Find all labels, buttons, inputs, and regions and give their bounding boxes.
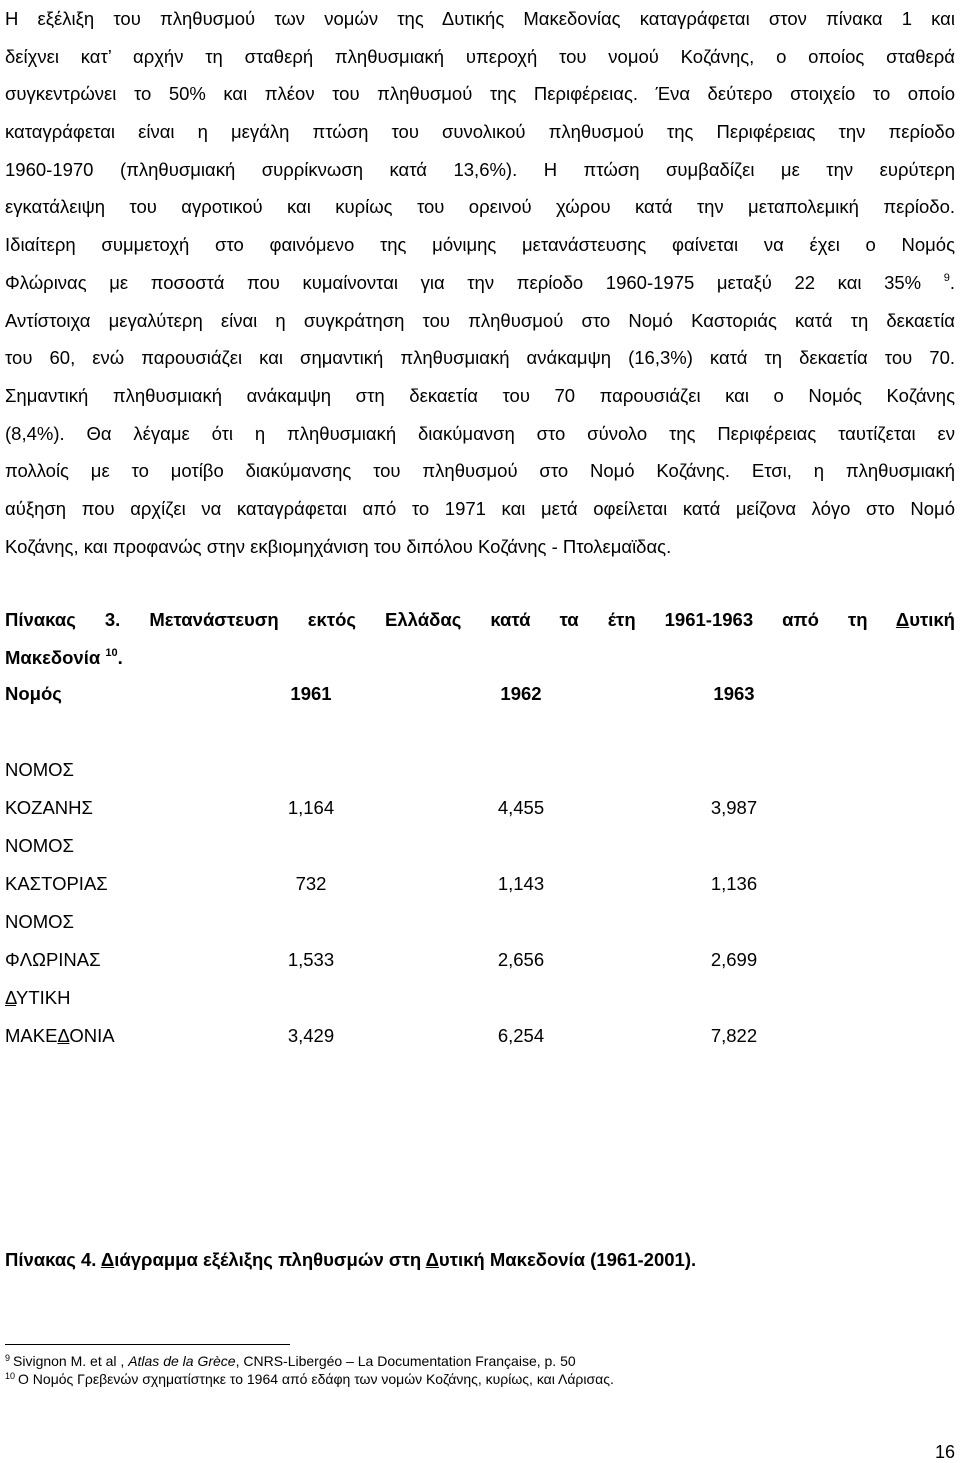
header-1961: 1961 xyxy=(290,683,332,704)
cell-kozani-1961: 1,164 xyxy=(287,797,335,818)
footnote-9: $^9$ Sivignon M. et al , Atlas de la Grèce, CNRS-Libergéo – La Documentation Française, p. 50 xyxy=(5,1353,576,1369)
row-label-line2: ΜΑΚΕΔΟΝΙΑ xyxy=(5,1025,115,1046)
period: . xyxy=(949,271,955,293)
row-label-line1: ΝΟΜΟΣ xyxy=(5,759,74,780)
page-number: 16 xyxy=(934,1442,955,1462)
cell-total-1962: 6,254 xyxy=(497,1025,545,1046)
paragraph-line: καταγράφεται είναι η μεγάλη πτώση του συνολικού πληθυσμού της Περιφέρειας την περίοδο xyxy=(5,121,955,143)
paragraph-line: δείχνει κατ’ αρχήν τη σταθερή πληθυσμιακή υπεροχή του νομού Κοζάνης, ο οποίος σταθερά xyxy=(5,45,955,67)
row-label-line2: ΚΑΣΤΟΡΙΑΣ xyxy=(5,873,108,894)
paragraph-line xyxy=(5,264,955,302)
cell-kozani-1962: 4,455 xyxy=(497,797,545,818)
header-1963: 1963 xyxy=(713,683,755,704)
paragraph-line: πολλοίς με το μοτίβο διακύμανσης του πληθυσμού στο Νομό Κοζάνης. Ετσι, η πληθυσμιακή xyxy=(5,460,955,482)
row-label-line1: ΔΥΤΙΚΗ xyxy=(5,987,71,1008)
cell-florina-1962: 2,656 xyxy=(497,949,545,970)
paragraph-line: Ιδιαίτερη συμμετοχή στο φαινόμενο της μόνιμης μετανάστευσης φαίνεται να έχει ο Νομός xyxy=(5,234,955,256)
table3-caption xyxy=(5,601,955,677)
row-label-line2: ΦΛΩΡΙΝΑΣ xyxy=(5,949,101,970)
cell-kozani-1963: 3,987 xyxy=(710,797,758,818)
paragraph-line: 1960-1970 (πληθυσμιακή συρρίκνωση κατά 13,6%). Η πτώση συμβαδίζει με την ευρύτερη xyxy=(5,158,955,180)
cell-total-1961: 3,429 xyxy=(287,1025,335,1046)
paragraph-line: Αντίστοιχα μεγαλύτερη είναι η συγκράτηση του πληθυσμού στο Νομό Καστοριάς κατά τη δεκαετία xyxy=(5,309,955,331)
paragraph-line: του 60, ενώ παρουσιάζει και σημαντική πληθυσμιακή ανάκαμψη (16,3%) κατά τη δεκαετία του 70. xyxy=(5,347,955,369)
footnote-separator xyxy=(5,1344,290,1345)
cell-florina-1961: 1,533 xyxy=(287,949,335,970)
table4-caption: Πίνακας 4. Διάγραμμα εξέλιξης πληθυσμών στη Δυτική Μακεδονία (1961-2001). xyxy=(5,1249,697,1270)
footnote-ref-10[interactable]: 10 xyxy=(105,647,118,659)
footnote-ref-9[interactable]: 9 xyxy=(943,271,950,284)
header-1962: 1962 xyxy=(500,683,542,704)
cell-kastoria-1962: 1,143 xyxy=(497,873,545,894)
row-label-line1: ΝΟΜΟΣ xyxy=(5,911,74,932)
paragraph-line: Σημαντική πληθυσμιακή ανάκαμψη στη δεκαετία του 70 παρουσιάζει και ο Νομός Κοζάνης xyxy=(5,384,955,406)
paragraph-line-text: Φλώρινας με ποσοστά που κυμαίνονται για την περίοδο 1960-1975 μεταξύ 22 και 35% xyxy=(5,271,922,293)
cell-total-1963: 7,822 xyxy=(710,1025,758,1046)
paragraph-line: συγκεντρώνει το 50% και πλέον του πληθυσμού της Περιφέρειας. Ένα δεύτερο στοιχείο το οποίο xyxy=(5,83,955,105)
paragraph-line: (8,4%). Θα λέγαμε ότι η πληθυσμιακή διακύμανση στο σύνολο της Περιφέρειας ταυτίζεται εν xyxy=(5,422,955,444)
table3-caption-line1: Πίνακας 3. Μετανάστευση εκτός Ελλάδας κατά τα έτη 1961-1963 από τη Δυτική xyxy=(5,609,955,630)
body-paragraph xyxy=(5,0,955,565)
row-label-line2: ΚΟΖΑΝΗΣ xyxy=(5,797,93,818)
paragraph-line: Κοζάνης, και προφανώς στην εκβιομηχάνιση του διπόλου Κοζάνης - Πτολεμαϊδας. xyxy=(5,535,672,557)
paragraph-line: Η εξέλιξη του πληθυσμού των νομών της Δυτικής Μακεδονίας καταγράφεται στον πίνακα 1 και xyxy=(5,8,955,29)
cell-kastoria-1963: 1,136 xyxy=(710,873,758,894)
footnote-10: $^{10}$ Ο Νομός Γρεβενών σχηματίστηκε το 1964 από εδάφη των νομών Κοζάνης, κυρίως, και Λάρισας. xyxy=(5,1371,614,1387)
cell-kastoria-1961: 732 xyxy=(295,873,327,894)
footnotes xyxy=(5,1352,955,1388)
paragraph-line: εγκατάλειψη του αγροτικού και κυρίως του ορεινού χώρου κατά την μεταπολεμική περίοδο. xyxy=(5,196,955,218)
cell-florina-1963: 2,699 xyxy=(710,949,758,970)
header-nomos: Νομός xyxy=(5,683,62,704)
table3-caption-line2: Μακεδονία $^{10}$. xyxy=(5,647,123,668)
row-label-line1: ΝΟΜΟΣ xyxy=(5,835,74,856)
paragraph-line: αύξηση που αρχίζει να καταγράφεται από το 1971 και μετά οφείλεται κατά μείζονα λόγο στο Νομό xyxy=(5,497,955,519)
